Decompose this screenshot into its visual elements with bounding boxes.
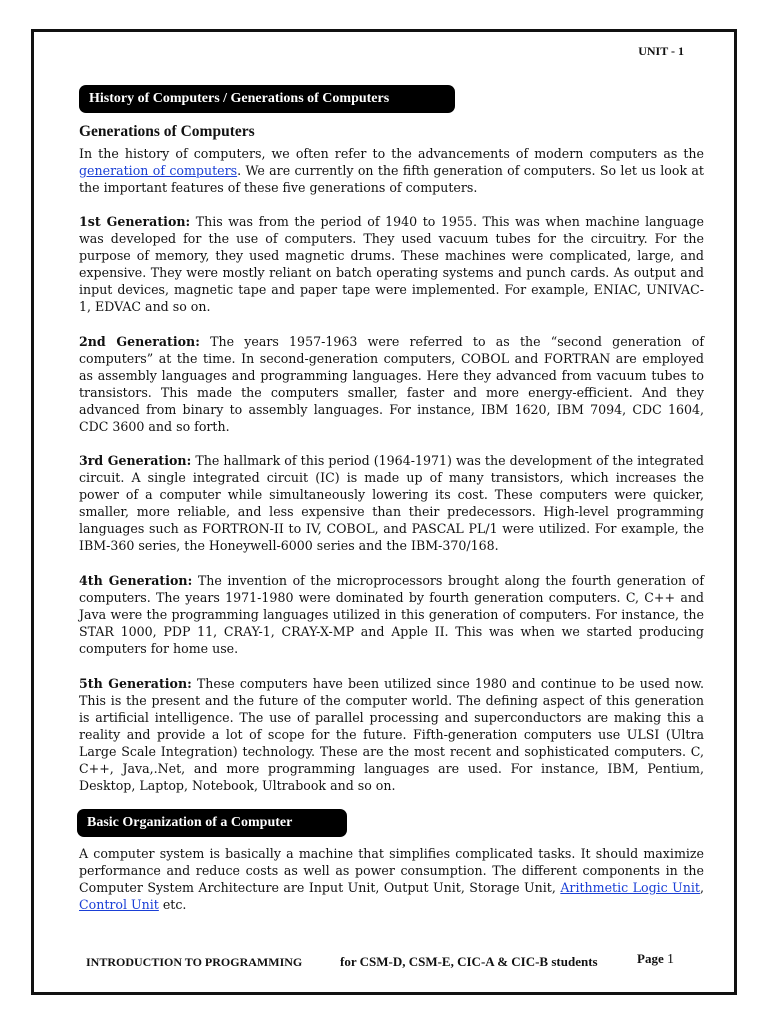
gen1-text: This was from the period of 1940 to 1955. This was when machine language was developed for the use of computers. They used vacuum tubes for the circuitry. For the purpose of memory, they used magnetic drums. These machines were complicated, large, and expensive. They were mostly reliant on batch operating systems and punch cards. As output and input devices, magnetic tape and paper tape were implemented. For example, ENIAC, UNIVAC-1, EDVAC and so on.: [79, 214, 704, 314]
gen5-label: 5th Generation:: [79, 676, 192, 691]
footer-audience: for CSM-D, CSM-E, CIC-A & CIC-B students: [340, 954, 598, 969]
intro-text-end: . We are currently on the fifth generation of computers. So let us look at the important features of these five generations of computers.: [79, 163, 704, 195]
section-tag-history: History of Computers / Generations of Computers: [79, 85, 455, 113]
gen5-paragraph: [79, 675, 704, 794]
gen2-label: 2nd Generation:: [79, 334, 200, 349]
gen3-paragraph: [79, 452, 704, 554]
gen3-label: 3rd Generation:: [79, 453, 192, 468]
arithmetic-logic-unit-link[interactable]: Arithmetic Logic Unit: [560, 880, 700, 895]
link-separator: ,: [699, 880, 704, 895]
generation-of-computers-link[interactable]: generation of computers: [79, 163, 238, 178]
gen1-paragraph: [79, 213, 704, 315]
control-unit-link[interactable]: Control Unit: [79, 897, 159, 912]
gen4-label: 4th Generation:: [79, 573, 193, 588]
gen3-text: The hallmark of this period (1964-1971) was the development of the integrated circuit. A single integrated circuit (IC) is made up of many transistors, which increases the power of a computer while simultaneously lowering its cost. These computers were quicker, smaller, more reliable, and less expensive than their predecessors. High-level programming languages such as FORTRON-II to IV, COBOL, and PASCAL PL/1 were utilized. For example, the IBM-360 series, the Honeywell-6000 series and the IBM-370/168.: [79, 453, 704, 553]
gen4-text: The invention of the microprocessors brought along the fourth generation of computers. The years 1971-1980 were dominated by fourth generation computers. C, C++ and Java were the programming languages utilized in this generation of computers. For instance, the STAR 1000, PDP 11, CRAY-1, CRAY-X-MP and Apple II. This was when we started producing computers for home use.: [79, 573, 704, 656]
organization-paragraph: [79, 845, 704, 913]
organization-text: A computer system is basically a machine that simplifies complicated tasks. It should maximize performance and reduce costs as well as power consumption. The different components in the Computer System Architecture are Input Unit, Output Unit, Storage Unit,: [79, 846, 704, 895]
section-heading: Generations of Computers: [79, 123, 255, 140]
intro-text: In the history of computers, we often refer to the advancements of modern computers as the: [79, 146, 704, 161]
gen2-text: The years 1957-1963 were referred to as the “second generation of computers” at the time. In second-generation computers, COBOL and FORTRAN are employed as assembly languages and programming languages. Here they advanced from vacuum tubes to transistors. This made the computers smaller, faster and more energy-efficient. And they advanced from binary to assembly languages. For instance, IBM 1620, IBM 7094, CDC 1604, CDC 3600 and so forth.: [79, 334, 705, 434]
organization-text-end: etc.: [158, 897, 187, 912]
gen5-text: These computers have been utilized since 1980 and continue to be used now. This is the present and the future of the computer world. The defining aspect of this generation is artificial intelligence. The use of parallel processing and superconductors are making this a reality and provide a lot of scope for the future. Fifth-generation computers use ULSI (Ultra Large Scale Integration) technology. These are the most recent and sophisticated computers. C, C++, Java,.Net, and more programming languages are used. For instance, IBM, Pentium, Desktop, Laptop, Notebook, Ultrabook and so on.: [79, 676, 704, 793]
footer-page: [637, 951, 674, 968]
unit-label: UNIT - 1: [638, 44, 684, 58]
page-label: Page: [637, 951, 664, 966]
section-tag-organization: Basic Organization of a Computer: [77, 809, 347, 837]
intro-paragraph: [79, 145, 704, 196]
gen1-label: 1st Generation:: [79, 214, 191, 229]
page-number: 1: [666, 952, 674, 967]
gen4-paragraph: [79, 572, 704, 657]
footer-course-title: INTRODUCTION TO PROGRAMMING: [86, 955, 303, 969]
gen2-paragraph: [79, 333, 704, 435]
